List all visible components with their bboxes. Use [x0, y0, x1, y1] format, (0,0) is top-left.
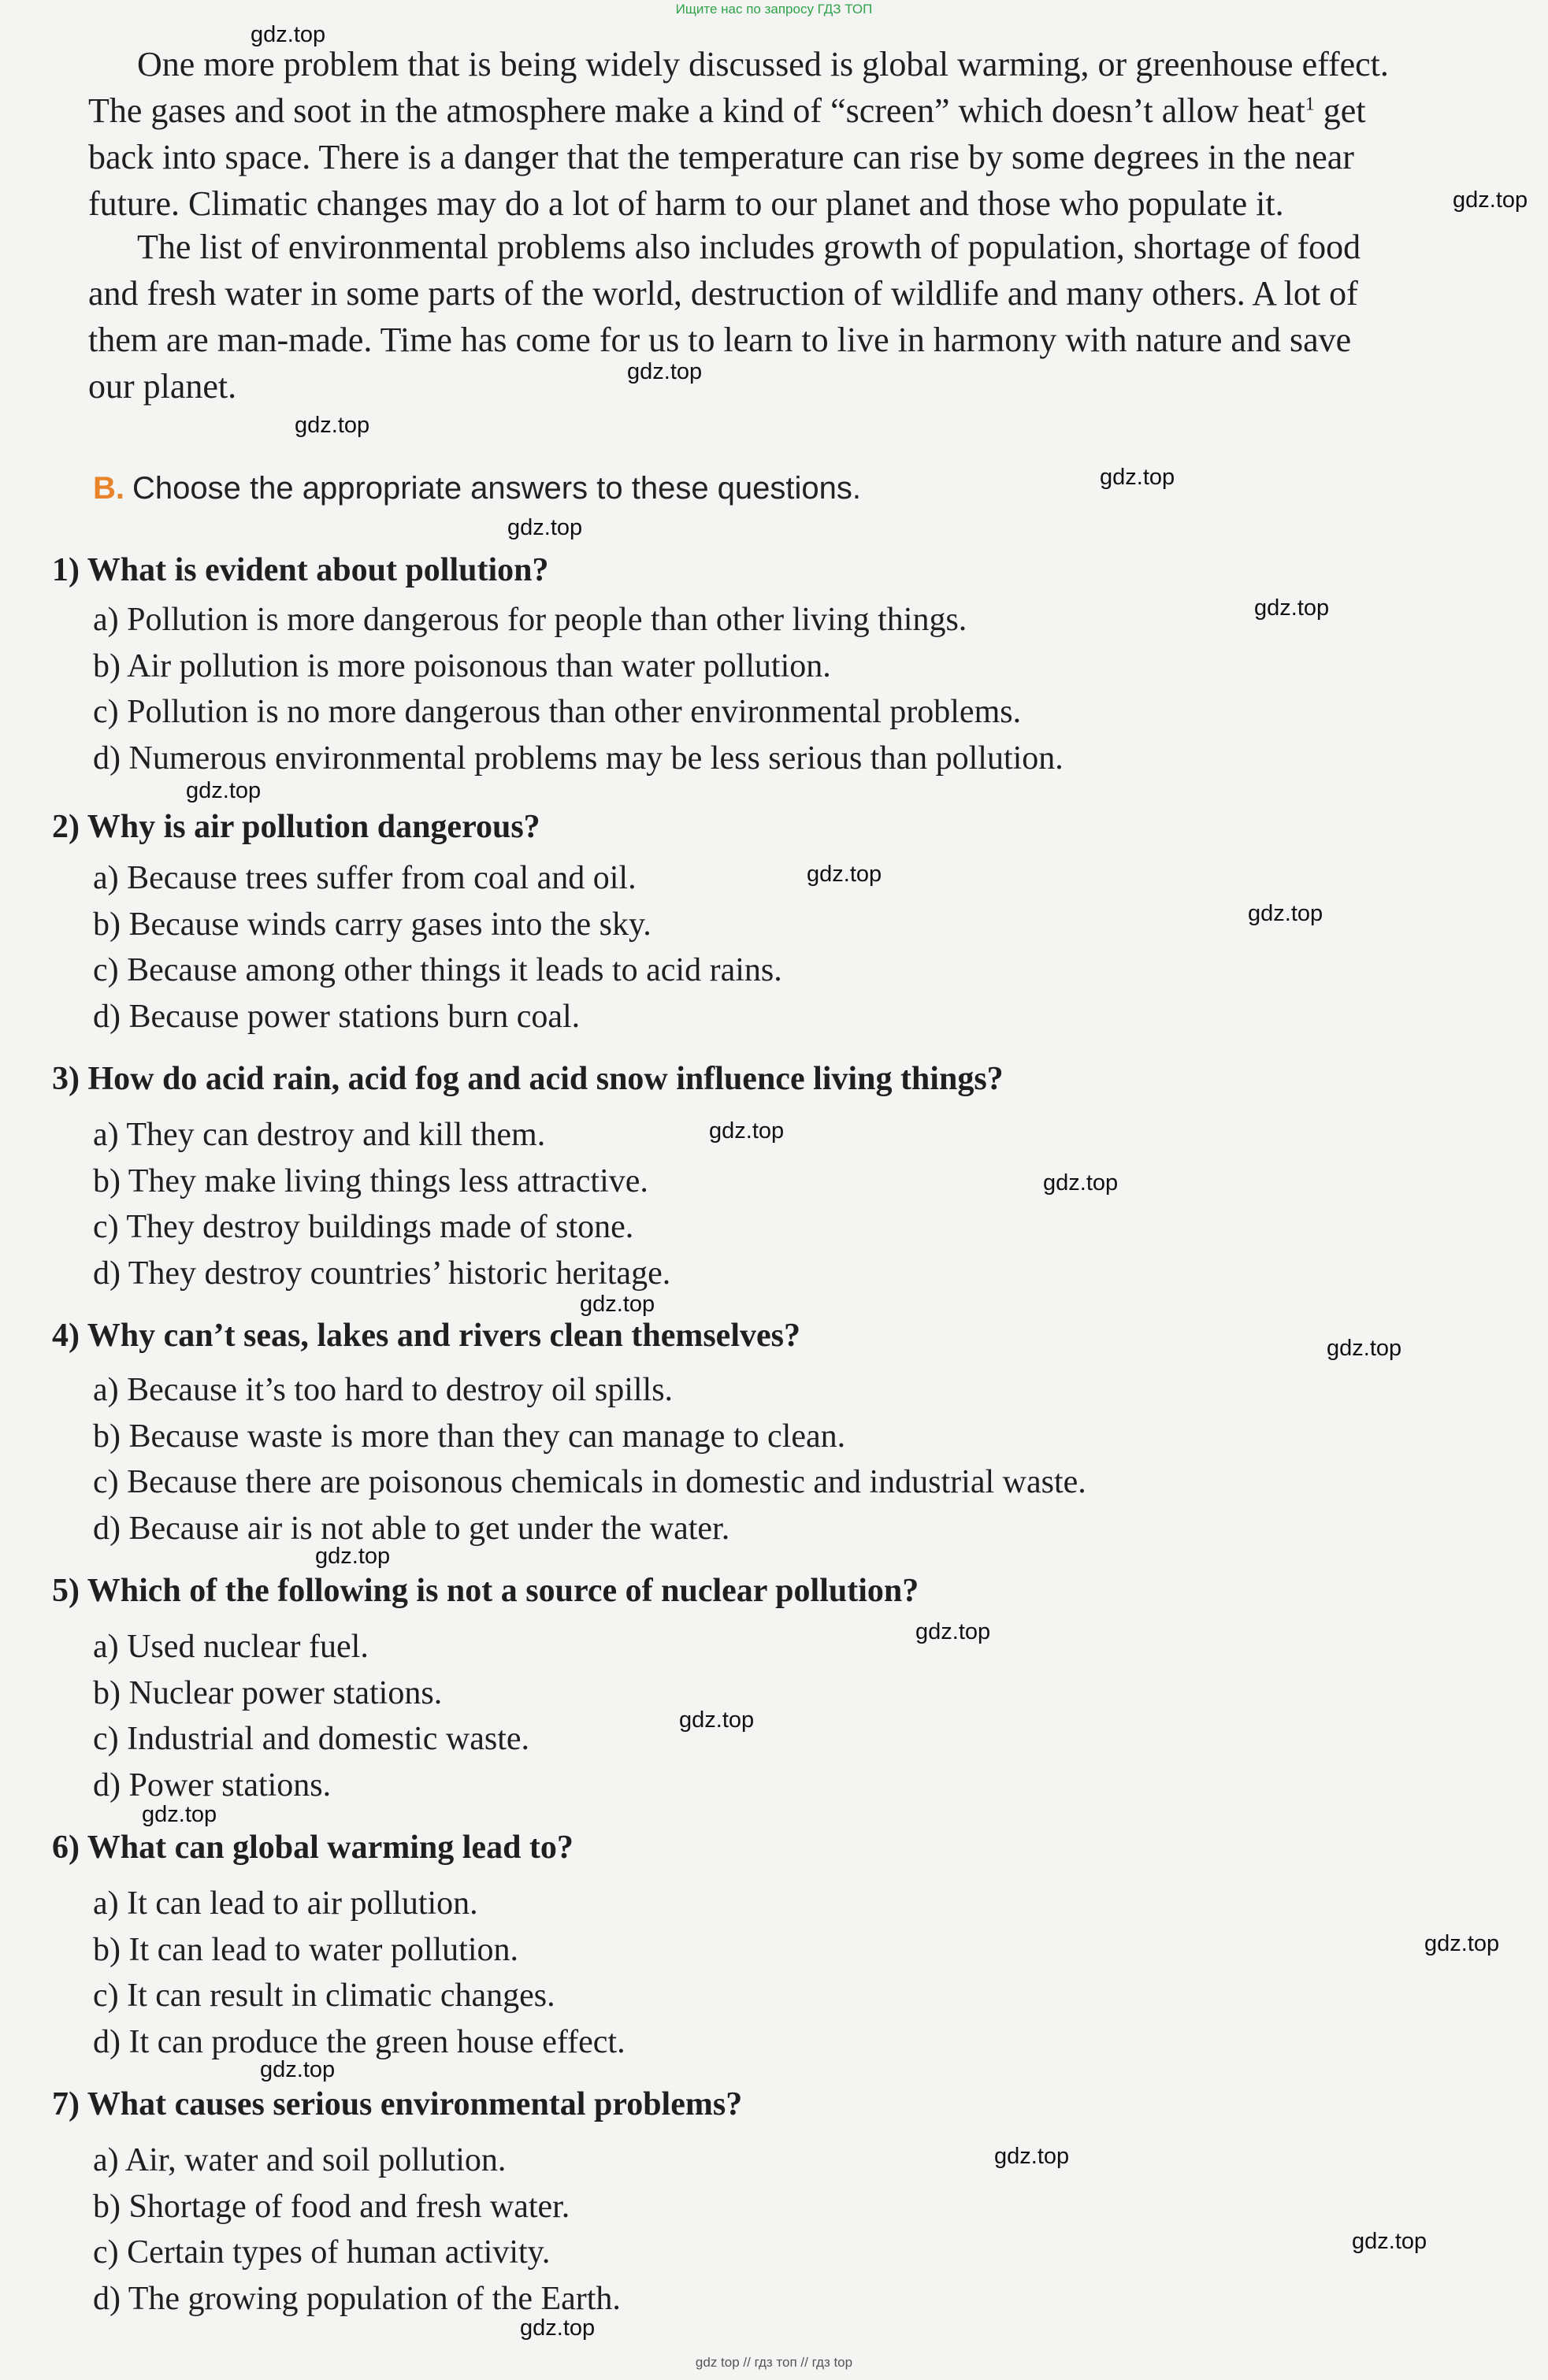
answer-option[interactable]: a) Used nuclear fuel. [93, 1629, 369, 1665]
watermark: gdz.top [807, 862, 882, 887]
answer-option[interactable]: c) Because there are poisonous chemicals in domestic and industrial waste. [93, 1464, 1086, 1500]
watermark: gdz.top [315, 1544, 391, 1569]
watermark: gdz.top [251, 22, 326, 47]
question-title: 5) Which of the following is not a source of nuclear pollution? [52, 1573, 919, 1609]
intro-line: One more problem that is being widely discussed is global warming, or greenhouse effect. [137, 45, 1389, 83]
watermark: gdz.top [1352, 2229, 1427, 2254]
watermark: gdz.top [1327, 1336, 1402, 1361]
watermark: gdz.top [709, 1118, 785, 1144]
intro-line: The list of environmental problems also includes growth of population, shortage of food [137, 228, 1361, 266]
answer-option[interactable]: d) Because air is not able to get under the water. [93, 1510, 730, 1547]
answer-option[interactable]: b) Because waste is more than they can manage to clean. [93, 1418, 846, 1455]
answer-option[interactable]: a) Because it’s too hard to destroy oil spills. [93, 1372, 674, 1408]
question-title: 6) What can global warming lead to? [52, 1829, 574, 1866]
answer-option[interactable]: a) It can lead to air pollution. [93, 1885, 478, 1922]
answer-option[interactable]: a) They can destroy and kill them. [93, 1117, 546, 1153]
answer-option[interactable]: b) They make living things less attractive. [93, 1162, 648, 1199]
answer-option[interactable]: c) Certain types of human activity. [93, 2234, 551, 2271]
intro-line: and fresh water in some parts of the world, destruction of wildlife and many others. A lot of [88, 274, 1358, 313]
intro-line: future. Climatic changes may do a lot of harm to our planet and those who populate it. [88, 184, 1284, 223]
watermark: gdz.top [994, 2144, 1070, 2169]
watermark: gdz.top [507, 515, 583, 540]
answer-option[interactable]: b) Air pollution is more poisonous than water pollution. [93, 647, 831, 684]
footnote-mark: 1 [1305, 94, 1315, 115]
answer-options [93, 1112, 670, 1296]
question-title: 4) Why can’t seas, lakes and rivers clean themselves? [52, 1318, 800, 1354]
question-title: 2) Why is air pollution dangerous? [52, 809, 540, 845]
answer-options [93, 1881, 626, 2065]
answer-option[interactable]: a) Because trees suffer from coal and oil. [93, 860, 637, 896]
answer-option[interactable]: d) Because power stations burn coal. [93, 998, 581, 1035]
intro-line: back into space. There is a danger that the temperature can rise by some degrees in the near [88, 138, 1354, 176]
answer-option[interactable]: c) Pollution is no more dangerous than other environmental problems. [93, 694, 1022, 730]
intro-line: The gases and soot in the atmosphere make a kind of “screen” which doesn’t allow heat$^1$ get [88, 91, 1366, 130]
watermark: gdz.top [1424, 1931, 1500, 1956]
watermark: gdz.top [1248, 901, 1323, 926]
watermark: gdz.top [142, 1802, 217, 1827]
answer-option[interactable]: d) Power stations. [93, 1766, 332, 1804]
answer-options [93, 1367, 1086, 1551]
intro-line: them are man-made. Time has come for us to learn to live in harmony with nature and save [88, 321, 1352, 359]
question-title: 7) What causes serious environmental problems? [52, 2086, 743, 2122]
intro-paragraph-1 [88, 41, 1514, 227]
intro-paragraph-2 [88, 224, 1514, 410]
question-title: 1) What is evident about pollution? [52, 552, 549, 588]
watermark: gdz.top [186, 778, 262, 803]
answer-option[interactable]: d) Numerous environmental problems may be less serious than pollution. [93, 740, 1064, 777]
answer-option[interactable]: a) Air, water and soil pollution. [93, 2142, 507, 2178]
watermark: gdz.top [295, 413, 370, 438]
answer-option[interactable]: c) Because among other things it leads to acid rains. [93, 952, 782, 988]
watermark: gdz.top [260, 2057, 336, 2082]
watermark: gdz.top [1453, 187, 1528, 213]
answer-option[interactable]: d) It can produce the green house effect. [93, 2023, 626, 2060]
watermark: gdz.top [679, 1707, 755, 1733]
answer-option[interactable]: b) Shortage of food and fresh water. [93, 2188, 570, 2225]
question-title: 3) How do acid rain, acid fog and acid snow influence living things? [52, 1061, 1004, 1097]
answer-options [93, 855, 782, 1040]
answer-option[interactable]: c) They destroy buildings made of stone. [93, 1209, 634, 1245]
section-title: Choose the appropriate answers to these questions. [132, 471, 862, 506]
answer-option[interactable]: b) Nuclear power stations. [93, 1674, 443, 1711]
answer-option[interactable]: c) It can result in climatic changes. [93, 1978, 555, 2014]
section-heading [93, 471, 861, 506]
answer-option[interactable]: a) Pollution is more dangerous for people than other living things. [93, 602, 967, 638]
watermark: gdz.top [520, 2315, 596, 2341]
answer-options [93, 1624, 529, 1808]
watermark: gdz.top [1254, 595, 1330, 621]
answer-option[interactable]: b) It can lead to water pollution. [93, 1931, 518, 1968]
watermark: gdz.top [915, 1619, 991, 1644]
top-banner: Ищите нас по запросу ГДЗ ТОП [675, 2, 873, 17]
intro-line: our planet. [88, 367, 237, 406]
watermark: gdz.top [1100, 465, 1175, 490]
bottom-banner: gdz top // гдз топ // гдз top [695, 2355, 853, 2370]
answer-option[interactable]: c) Industrial and domestic waste. [93, 1721, 529, 1757]
watermark: gdz.top [627, 359, 703, 384]
answer-options [93, 2137, 621, 2322]
watermark: gdz.top [1043, 1170, 1119, 1196]
answer-option[interactable]: d) They destroy countries’ historic heritage. [93, 1255, 671, 1292]
answer-option[interactable]: d) The growing population of the Earth. [93, 2280, 621, 2317]
answer-options [93, 597, 1064, 781]
watermark: gdz.top [580, 1292, 655, 1317]
answer-option[interactable]: b) Because winds carry gases into the sky. [93, 906, 651, 943]
section-letter: B. [93, 471, 124, 506]
